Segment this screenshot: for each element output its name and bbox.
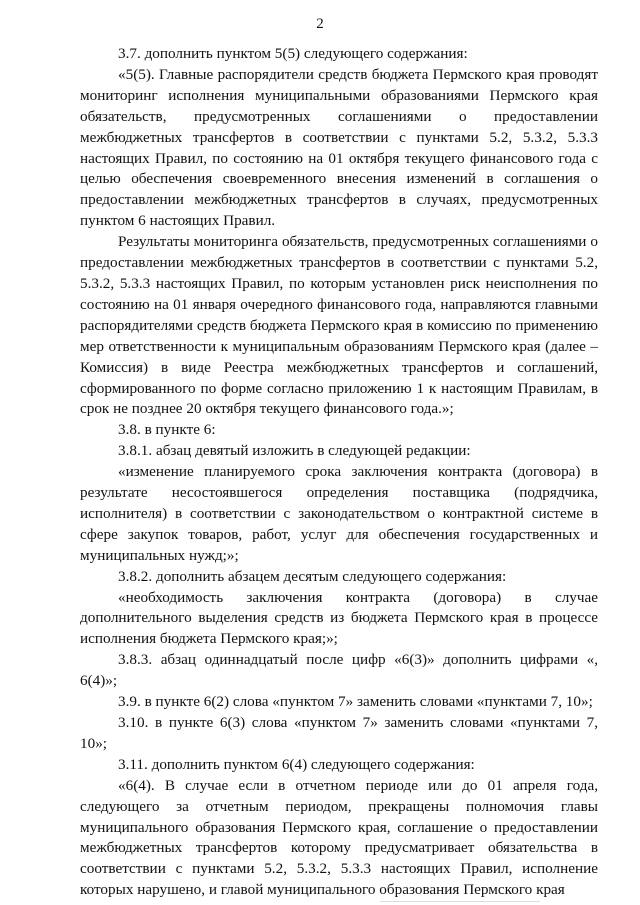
document-body	[80, 44, 598, 901]
paragraph-3-8-3: 3.8.3. абзац одиннадцатый после цифр «6(3)» дополнить цифрами «, 6(4)»;	[80, 651, 598, 690]
paragraph-3-11: 3.11. дополнить пунктом 6(4) следующего содержания:	[118, 755, 475, 773]
paragraph-3-8-1: 3.8.1. абзац девятый изложить в следующей редакции:	[118, 442, 471, 460]
paragraph-3-10: 3.10. в пункте 6(3) слова «пунктом 7» заменить словами «пунктами 7, 10»;	[80, 714, 598, 752]
paragraph-3-8-2: 3.8.2. дополнить абзацем десятым следующего содержания:	[118, 567, 507, 585]
paragraph-contract-necessity: «необходимость заключения контракта (договора) в случае дополнительного выделения средств из бюджета Пермского края в процессе исполнения бюджета Пермского края;»;	[80, 588, 598, 648]
paragraph-3-8: 3.8. в пункте 6:	[118, 421, 216, 439]
paragraph-6-4: «6(4). В случае если в отчетном периоде или до 01 апреля года, следующего за отчетным периодом, прекращены полномочия главы муниципального образования Пермского края, соглашение о предоставлении межбюджетных трансфертов которому предусматривает обязательства в соответствии с пунктами 5.2, 5.3.2, 5.3.3 настоящих Правил, исполнение которых нарушено, и главой муниципального образования Пермского края	[80, 776, 598, 899]
paragraph-contract-term-change: «изменение планируемого срока заключения контракта (договора) в результате несостоявшегося определения поставщика (подрядчика, исполнителя) в соответствии с законодательством о контрактной системе в сфере закупок товаров, работ, услуг для обеспечения государственных и муниципальных нужд;»;	[80, 463, 598, 564]
paragraph-3-9: 3.9. в пункте 6(2) слова «пунктом 7» заменить словами «пунктами 7, 10»;	[118, 693, 593, 711]
scan-edge-mark	[380, 901, 540, 902]
paragraph-monitoring-results: Результаты мониторинга обязательств, предусмотренных соглашениями о предоставлении межбюджетных трансфертов в соответствии с пунктами 5.2, 5.3.2, 5.3.3 настоящих Правил, по которым установлен риск неисполнения по состоянию на 01 января очередного финансового года, направляются главными распорядителями средств бюджета Пермского края в комиссию по применению мер ответственности к муниципальным образованиям Пермского края (далее – Комиссия) в виде Реестра межбюджетных трансфертов и соглашений, сформированного по форме согласно приложению 1 к настоящим Правилам, в срок не позднее 20 октября текущего финансового года.»;	[80, 233, 598, 418]
paragraph-5-5: «5(5). Главные распорядители средств бюджета Пермского края проводят мониторинг исполнения муниципальными образованиями Пермского края обязательств, предусмотренных соглашениями о предоставлении межбюджетных трансфертов в соответствии с пунктами 5.2, 5.3.2, 5.3.3 настоящих Правил, по состоянию на 01 октября текущего финансового года с целью обеспечения своевременного внесения изменений в соглашения о предоставлении межбюджетных трансфертов в случаях, предусмотренных пунктом 6 настоящих Правил.	[80, 65, 598, 230]
page-number: 2	[316, 16, 324, 32]
paragraph-3-7: 3.7. дополнить пунктом 5(5) следующего содержания:	[118, 45, 468, 62]
